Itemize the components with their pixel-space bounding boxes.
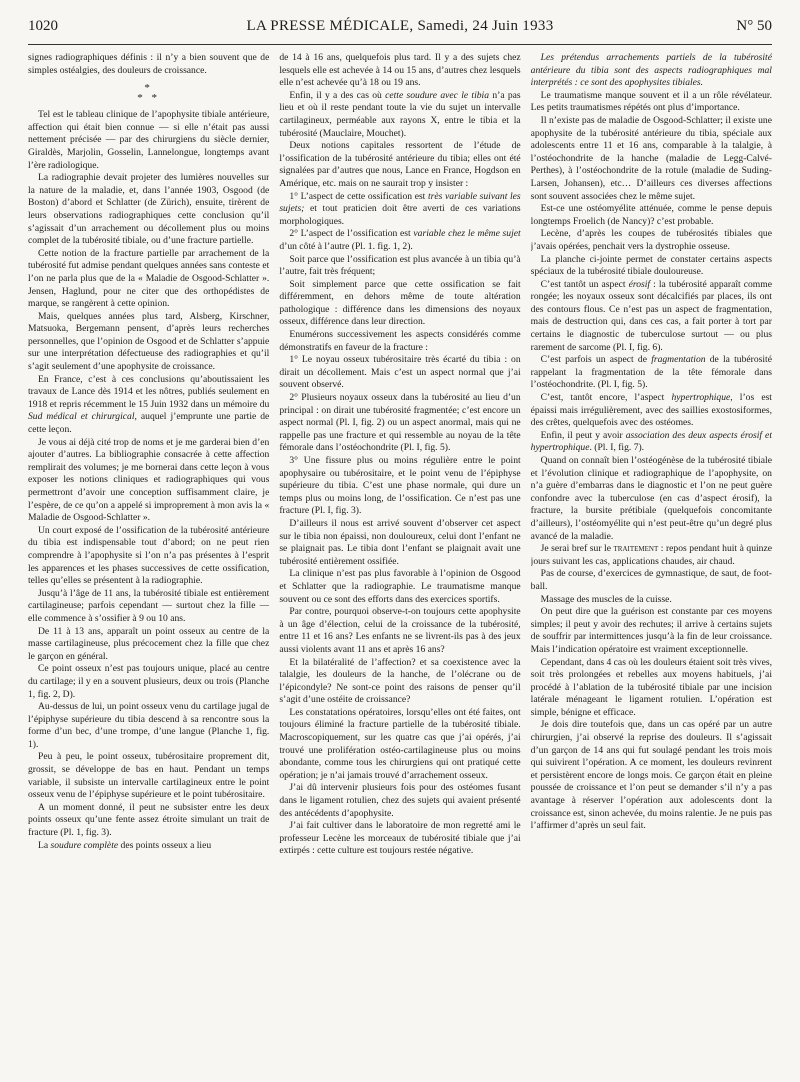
text-run: : repos pendant huit à quinze jours suivant les cas, applications chaudes, air chaud. <box>530 543 772 567</box>
paragraph <box>531 279 772 355</box>
paragraph: 1° Le noyau osseux tubérositaire très écarté du tibia : on dirait un décollement. Mais c’est un aspect normal que j’ai souvent observé. <box>279 354 521 391</box>
paragraph: Les constatations opératoires, lorsqu’elles ont été faites, ont toujours éliminé la fracture partielle de la tubérosité tibiale. Macroscopiquement, sur les quatre cas que j’ai opérés, j’ai trouvé une prolifération ostéo-cartilagineuse plus ou moins abondante, comme tous les chirurgiens qui ont pratiqué cette opération; je n’ai jamais trouvé d’arrachement osseux. <box>279 706 521 781</box>
paragraph: Enumérons successivement les aspects considérés comme démonstratifs en faveur de la fracture : <box>279 329 521 353</box>
paragraph: Il n’existe pas de maladie de Osgood-Schlatter; il existe une apophysite de la tubérosité antérieure du tibia, spéciale aux adolescents entre 11 et 16 ans, comparable à la talalgie, à l’ostéochondrite de la hanche (maladie de Legg-Calvé-Perthes), à l’ostéochondrite de la rotule (maladie de Suding-Larsen, Johansen), etc… D’ailleurs ces diverses affections sont souvent associées chez le même sujet. <box>530 114 772 202</box>
page-header <box>28 18 772 45</box>
text-run: La <box>38 839 51 851</box>
emphasis: cette soudure avec le tibia <box>385 89 490 101</box>
section-keyword: traitement <box>613 543 659 555</box>
page-number: 1020 <box>28 18 58 34</box>
paragraph <box>279 228 520 253</box>
text-run: En France, c’est à ces conclusions qu’aboutissaient les travaux de Lance dès 1914 et les nôtres, publiés seulement en 1918 et repris récemment le 15 Juin 1932 dans un mémoire du <box>28 373 270 410</box>
separator-star: * <box>144 82 153 95</box>
paragraph: Et la bilatéralité de l’affection? et sa coexistence avec la talalgie, les douleurs de la hanche, de l’olécrane ou de l’épicondyle? Ne sont-ce point des raisons de penser qu’il s’agit d’une ostéite de croissance? <box>279 656 521 706</box>
column-2 <box>279 52 520 1072</box>
text-run: C’est tantôt un aspect <box>540 278 629 290</box>
paragraph: Tel est le tableau clinique de l’apophysite tibiale antérieure, affection qui était bien connue — si elle n’était pas aussi nettement précisée — par des chirurgiens du siècle dernier, Giraldès, Marjolin, Gosselin, Lannelongue, longtemps avant l’ère radiologique. <box>28 109 270 171</box>
paragraph: On peut dire que la guérison est constante par ces moyens simples; il peut y avoir des rechutes; il arrive à certains sujets de souffrir par intermittences jusqu’à la fin de leur croissance. Mais l’indication opératoire est vraiment exceptionnelle. <box>530 606 772 655</box>
paragraph: La clinique n’est pas plus favorable à l’opinion de Osgood et Schlatter que la radiographie. Le traumatisme manque souvent ou ce sont des efforts dans des exercices sportifs. <box>279 568 521 605</box>
journal-name: Sud médical et chirurgical <box>28 411 135 423</box>
paragraph: Un court exposé de l’ossification de la tubérosité antérieure du tibia est indispensable tout d’abord; on ne peut rien comprendre à l’apophysite si l’on n’a pas présentes à l’esprit les apparences et les phases successives de cette ossification, telles qu’elles se présentent à la radiographie. <box>28 524 270 587</box>
text-run: Enfin, il peut y avoir <box>540 429 626 441</box>
paragraph: Est-ce une ostéomyélite atténuée, comme le pense depuis longtemps Froelich (de Nancy)? c’est probable. <box>530 203 772 227</box>
text-run: des points osseux a lieu <box>118 839 212 851</box>
column-3 <box>531 52 772 1072</box>
paragraph: Cette notion de la fracture partielle par arrachement de la tubérosité fut admise pendant quelques années sans conteste et l’on ne parla plus que de la « Maladie de Osgood-Schlatter ». Jensen, Haglund, pour ne citer que des orthopédistes de marque, se rangèrent à cette opinion. <box>28 247 270 310</box>
emphasis: érosif <box>628 278 651 290</box>
paragraph: Pas de course, d’exercices de gymnastique, de saut, de foot-ball. <box>530 568 772 592</box>
paragraph: Je dois dire toutefois que, dans un cas opéré par un autre chirurgien, j’ai observé la reprise des douleurs. Il s’agissait d’un garçon de 14 ans qui fut soulagé pendant les trois mois qui suivirent l’opération. A ce moment, les douleurs revinrent et persistèrent encore de longs mois. Ce garçon était en pleine poussée de croissance et l’on peut se demander s’il n’y a pas avantage à réserver l’opération aux adolescents dont la croissance est, sinon achevée, du moins ralentie. Je ne puis pas l’affirmer d’après un seul fait. <box>530 719 772 832</box>
paragraph: Quand on connaît bien l’ostéogénèse de la tubérosité tibiale et l’évolution clinique et radiographique de l’apophysite, on n’a guère d’embarras dans le diagnostic et l’on ne peut guère confondre avec la tuberculose (en cas d’aspect érosif), la fracture, la bursite prétibiale (quelquefois concomitante d’ailleurs), l’ostéomyélite qui n’est peut-être qu’un degré plus avancé de la maladie. <box>530 455 772 542</box>
paragraph: Massage des muscles de la cuisse. <box>540 593 672 605</box>
paragraph: signes radiographiques définis : il n’y a bien souvent que de simples ostéalgies, des douleurs de croissance. <box>28 52 270 76</box>
text-run: . (Pl. I, fig. 7). <box>589 442 645 454</box>
text-run: Enfin, il y a des cas où <box>289 89 386 101</box>
text-run: de la tubérosité rappelant la fragmentation de la tête fémorale dans l’ostéochondrite. (Pl. I, fig. 5). <box>530 354 772 391</box>
paragraph: Ce point osseux n’est pas toujours unique, placé au centre du cartilage; il y en a souvent plusieurs, deux ou trois (Planche 1, fig. 2, D). <box>28 663 270 700</box>
paragraph: Cependant, dans 4 cas où les douleurs étaient soit très vives, soit très prolongées et rebelles aux moyens habituels, j’ai procédé à l’ablation de la tubérosité tibiale par une incision latérale ménageant le ligament rotulien. L’opération est simple, bénigne et efficace. <box>530 656 772 718</box>
paragraph: J’ai fait cultiver dans le laboratoire de mon regretté ami le professeur Lecène les morceaux de tubérosité tibiale que j’ai extirpés : cette culture est toujours restée négative. <box>279 820 521 857</box>
text-run: n’a pas lieu et où il reste pendant toute la vie du sujet un intervalle cartilagineux, perméable aux rayons X, entre le tibia et la tubérosité (Mauclaire, Mouchet). <box>279 89 521 139</box>
text-run: C’est parfois un aspect de <box>540 354 652 366</box>
emphasis: très variable suivant les sujets; <box>279 190 521 215</box>
text-run: , auquel j’emprunte une partie de cette leçon. <box>28 411 270 436</box>
paragraph: Le traumatisme manque souvent et il a un rôle révélateur. Les petits traumatismes répétés ont plus d’importance. <box>530 89 772 114</box>
paragraph <box>531 543 772 568</box>
paragraph <box>531 354 772 392</box>
text-run: 1° L’aspect de cette ossification est <box>289 190 428 202</box>
column-1 <box>28 52 269 1072</box>
paragraph: De 11 à 13 ans, apparaît un point osseux au centre de la masse cartilagineuse, plus précocement chez la fille que chez le garçon en général. <box>28 625 270 662</box>
paragraph: Deux notions capitales ressortent de l’étude de l’ossification de la tubérosité antérieure du tibia; elles ont été signalées par d’autres que nous, Lance en France, Hogdson en Amérique, etc. mais on ne saurait trop y insister : <box>279 140 521 189</box>
issue-number: N° 50 <box>736 18 772 34</box>
paragraph: Au-dessus de lui, un point osseux venu du cartilage jugal de l’épiphyse supérieure du tibia descend à sa rencontre sous la forme d’un bec, d’une trompe, d’une langue (Planche 1, fig. 1). <box>28 701 270 750</box>
article-body <box>28 52 772 1072</box>
emphasis: association des deux aspects érosif et hypertrophique <box>530 429 772 454</box>
paragraph <box>531 430 772 455</box>
paragraph: 2° Plusieurs noyaux osseux dans la tubérosité au lieu d’un principal : on dirait une tubérosité fragmentée; c’est encore un aspect normal (Pl. I, fig. 2) ou un aspect anormal, mais qui ne rappelle pas une fracture et qui ressemble au noyau de la tête fémorale dans l’ostéochondrite (Pl. I, fig. 5). <box>279 392 521 454</box>
paragraph <box>531 392 772 430</box>
text-run: et tout praticien doit être averti de ces variations morphologiques. <box>279 203 521 227</box>
paragraph: Jusqu’à l’âge de 11 ans, la tubérosité tibiale est entièrement cartilagineuse; parfois cependant — surtout chez la fille — elle commence à s’ossifier à 9 ou 10 ans. <box>28 587 270 624</box>
paragraph <box>279 90 520 140</box>
paragraph: Je vous ai déjà cité trop de noms et je me garderai bien d’en ajouter d’autres. La bibliographie consacrée à cette affection remplirait des volumes; je me bornerai dans cette leçon à vous exposer les notions cliniques et radiographiques qui vous permettront d’avoir une conception suffisamment claire, je l’espère, de ce qu’on a appelé si improprement à mon avis la « Maladie de Osgood-Schlatter ». <box>28 436 270 524</box>
journal-title: LA PRESSE MÉDICALE, Samedi, 24 Juin 1933 <box>246 18 554 34</box>
paragraph: D’ailleurs il nous est arrivé souvent d’observer cet aspect sur le tibia non épaissi, non douloureux, celui dont l’enfant ne se plaignait pas. Le tibia dont l’enfant se plaignait avait une tubérosité entièrement ossifiée. <box>279 517 521 567</box>
paragraph <box>28 840 269 853</box>
paragraph: La radiographie devait projeter des lumières nouvelles sur la nature de la maladie, et, dans l’année 1903, Osgood (de Boston) d’abord et Schlatter (de Zürich), ensuite, tirèrent de leurs observations radiographiques cette conclusion qu’il s’agissait d’un arrachement ou décollement plus ou moins complet de la tubérosité tibiale, ou d’une fracture partielle. <box>28 172 270 247</box>
section-separator <box>28 83 269 103</box>
paragraph: Mais, quelques années plus tard, Alsberg, Kirschner, Matsuoka, Bergemann pensent, d’après leurs recherches personnelles, que l’opinion de Osgood et de Schlatter s’appuie sur une interprétation défectueuse des radiographies et qu’il s’agit seulement d’une apophysite de croissance. <box>28 310 270 373</box>
emphasis: fragmentation <box>651 354 706 366</box>
emphasis: variable chez le même sujet <box>413 228 521 240</box>
paragraph: Par contre, pourquoi observe-t-on toujours cette apophysite à un âge d’élection, celui de la croissance de la tubérosité, entre 11 et 16 ans? Les enfants ne se livrent-ils pas à des jeux aussi violents avant 11 ans et après 16 ans? <box>279 606 521 655</box>
text-run: C’est, tantôt encore, l’aspect <box>540 392 672 404</box>
paragraph <box>279 191 520 229</box>
emphasis: soudure complète <box>50 839 119 851</box>
paragraph: La planche ci-jointe permet de constater certains aspects spéciaux de la tubérosité tibiale douloureuse. <box>530 253 772 278</box>
paragraph: 3° Une fissure plus ou moins régulière entre le point apophysaire ou tubérositaire, et le point venu de l’épiphyse supérieure du tibia. C’est une phase normale, qui dure un temps plus ou moins long, de l’ossification. Ce n’est pas une fracture (Pl. I, fig. 3). <box>279 455 521 517</box>
paragraph: Peu à peu, le point osseux, tubérositaire proprement dit, grossit, se développe de bas en haut. Pendant un temps variable, il subsiste un intervalle cartilagineux entre le point osseux venu de l’épiphyse supérieure et le point tubérositaire. <box>28 751 270 801</box>
conclusion-paragraph: Les prétendus arrachements partiels de la tubérosité antérieure du tibia sont des aspects radiographiques mal interprétés : ce sont des apophysites tibiales. <box>530 52 772 89</box>
paragraph: Soit parce que l’ossification est plus avancée à un tibia qu’à l’autre, fait très fréquent; <box>279 253 521 278</box>
separator-stars: * * <box>137 92 161 105</box>
paragraph: de 14 à 16 ans, quelquefois plus tard. Il y a des sujets chez lesquels elle est achevée à 14 ou 15 ans, d’autres chez lesquels elle n’est achevée qu’à 18 ou 19 ans. <box>279 52 521 89</box>
paragraph: Lecène, d’après les coupes de tubérosités tibiales que j’avais opérées, penchait vers la dystrophie osseuse. <box>530 228 772 252</box>
text-run: : la tubérosité apparaît comme rongée; les noyaux osseux sont décalcifiés par places, ils ont des contours flous. Ce n’est pas un aspect de fragmentation, mais de destruction qui, dans ces cas, a fait porter à tort par certains le diagnostic de tuberculose surtout — ou plus rarement de sarcome (Pl. I, fig. 6). <box>530 278 772 353</box>
text-run: d’un côté à l’autre (Pl. 1. fig. 1, 2). <box>279 240 413 252</box>
paragraph: Soit simplement parce que cette ossification se fait différemment, en dehors même de toute altération pathologique : différence dans les dimensions des noyaux osseux, différence dans leur direction. <box>279 278 521 328</box>
text-run: Je serai bref sur le <box>540 543 614 555</box>
paragraph: A un moment donné, il peut ne subsister entre les deux points osseux qu’une fente assez étroite simulant un trait de fracture (Pl. 1, fig. 3). <box>28 801 270 839</box>
emphasis: hypertrophique <box>671 392 731 404</box>
text-run: , l’os est épaissi mais irrégulièrement, avec des saillies exostosiformes, des crêtes, quelquefois avec des ostéomes. <box>530 392 772 429</box>
paragraph <box>28 374 269 437</box>
text-run: 2° L’aspect de l’ossification est <box>289 228 414 240</box>
paragraph: J’ai dû intervenir plusieurs fois pour des ostéomes fusant dans le ligament rotulien, chez des sujets qui avaient présenté des antécédents d’apophysite. <box>279 782 521 819</box>
